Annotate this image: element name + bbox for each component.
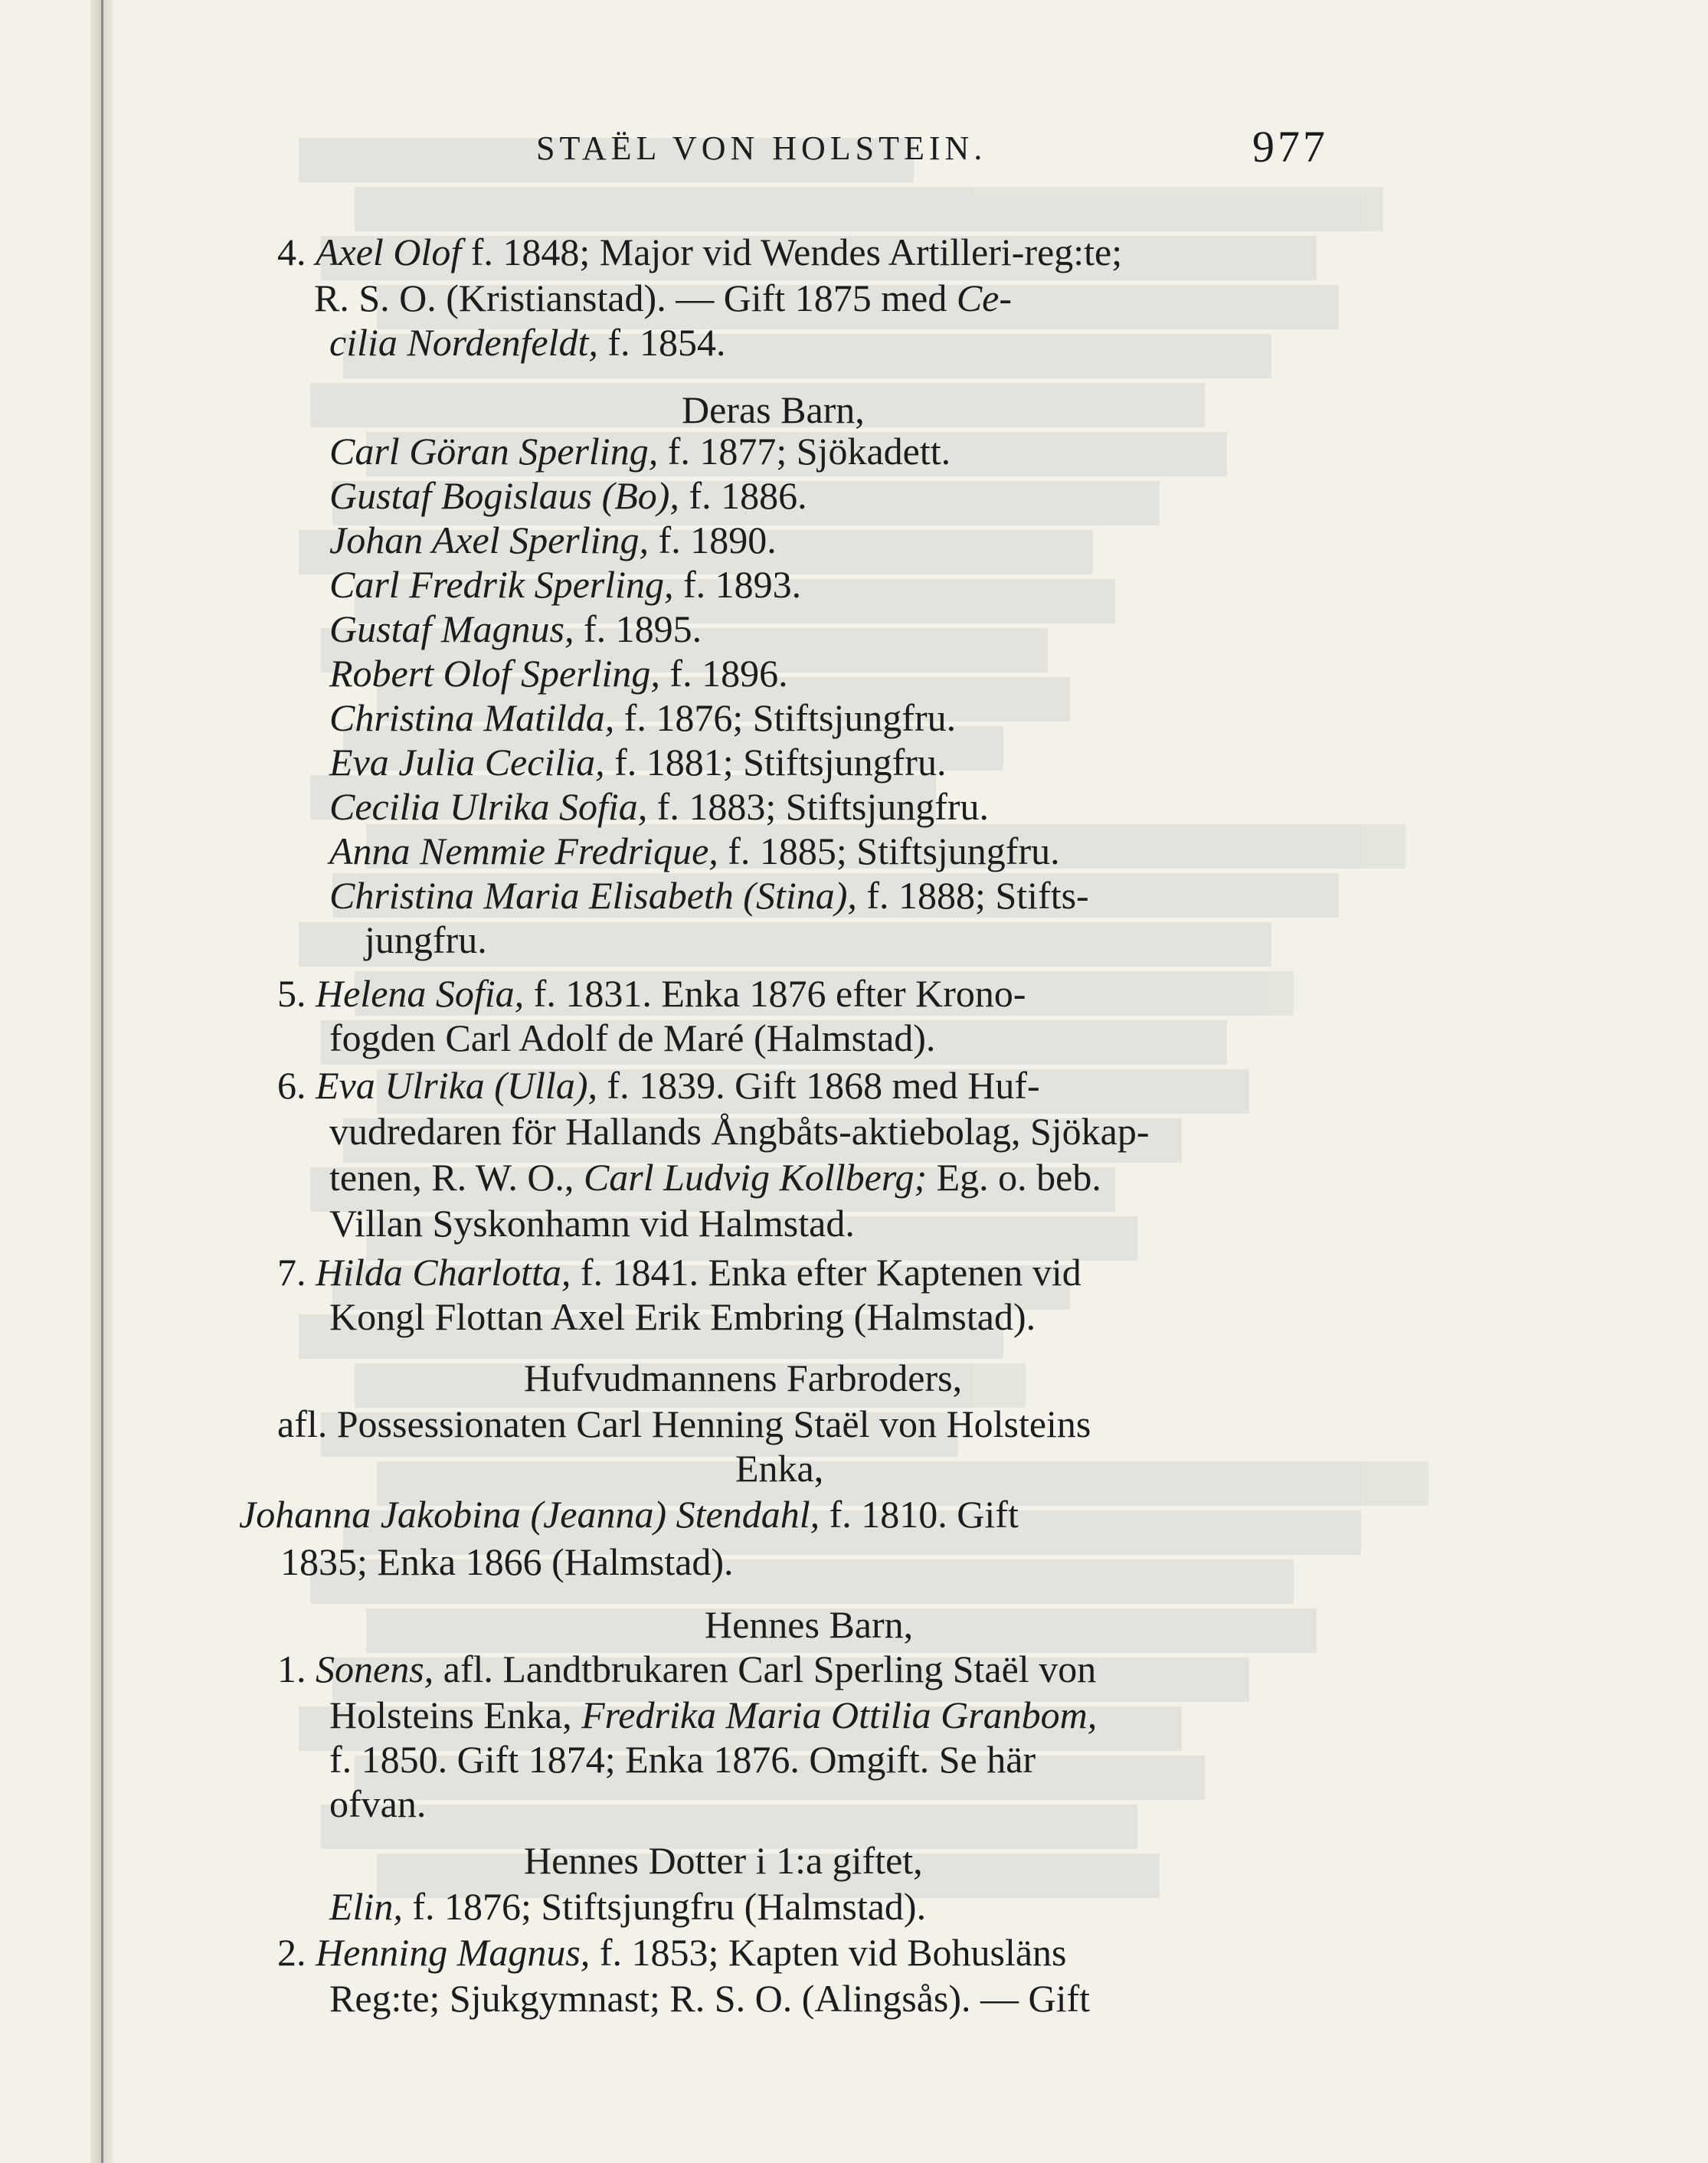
- text-line: [277, 1250, 1081, 1294]
- text-span: f. 1848; Major vid Wendes Artilleri-reg:te;: [461, 231, 1123, 273]
- text-line: [277, 971, 1026, 1016]
- italic-name: Gustaf Magnus,: [329, 607, 574, 650]
- text-line: [329, 1737, 1036, 1782]
- italic-name: Hilda Charlotta,: [316, 1251, 571, 1294]
- text-span: Deras Barn,: [682, 388, 865, 431]
- italic-name: Christina Maria Elisabeth (Stina),: [329, 874, 857, 917]
- text-line: [329, 873, 1089, 918]
- text-span: f. 1895.: [574, 607, 702, 650]
- italic-name: Fredrika Maria Ottilia Granbom,: [581, 1693, 1098, 1736]
- text-line: [329, 1294, 1036, 1339]
- text-span: f. 1810. Gift: [820, 1493, 1019, 1536]
- text-line: [329, 518, 777, 562]
- text-line: [329, 1782, 426, 1826]
- text-line: [329, 562, 801, 607]
- text-span: Reg:te; Sjukgymnast; R. S. O. (Alingsås). — Gift: [329, 1977, 1091, 2020]
- text-span: afl. Possessionaten Carl Henning Staël von Holsteins: [277, 1402, 1091, 1445]
- text-line: [329, 320, 726, 365]
- italic-name: cilia Nordenfeldt,: [329, 321, 598, 364]
- italic-name: Ce-: [956, 277, 1013, 319]
- text-span: jungfru.: [365, 918, 487, 961]
- text-span: f. 1877; Sjökadett.: [658, 430, 951, 473]
- text-span: afl. Landtbrukaren Carl Sperling Staël von: [434, 1648, 1097, 1690]
- text-line: [277, 1647, 1096, 1691]
- text-line: [329, 1693, 1097, 1737]
- text-line: [277, 1930, 1066, 1975]
- text-span: f. 1876; Stiftsjungfru (Halmstad).: [402, 1885, 927, 1928]
- text-line: [329, 429, 951, 473]
- text-span: f. 1888; Stifts-: [856, 874, 1089, 917]
- text-span: Holsteins Enka,: [329, 1693, 582, 1736]
- text-span: vudredaren för Hallands Ångbåts-aktiebolag, Sjökap-: [329, 1110, 1150, 1153]
- page-number: 977: [1252, 122, 1328, 172]
- text-span: f. 1885; Stiftsjungfru.: [718, 830, 1060, 872]
- text-line: [277, 1402, 1091, 1446]
- text-line: [524, 1838, 923, 1883]
- text-span: f. 1839. Gift 1868 med Huf-: [597, 1064, 1040, 1107]
- italic-name: Sonens,: [316, 1648, 434, 1690]
- italic-name: Anna Nemmie Fredrique,: [329, 830, 718, 872]
- text-line: [329, 829, 1060, 873]
- text-span: 1.: [277, 1648, 316, 1690]
- text-span: f. 1850. Gift 1874; Enka 1876. Omgift. Se här: [329, 1738, 1036, 1781]
- running-title: STAËL VON HOLSTEIN.: [536, 129, 987, 167]
- text-span: Enka,: [735, 1447, 824, 1490]
- text-line: [329, 473, 807, 518]
- text-line: [735, 1446, 823, 1491]
- text-span: ofvan.: [329, 1782, 427, 1825]
- text-line: [280, 1540, 734, 1584]
- italic-name: Carl Fredrik Sperling,: [329, 563, 674, 606]
- text-line: [524, 1356, 962, 1400]
- text-span: f. 1841. Enka efter Kaptenen vid: [571, 1251, 1081, 1294]
- text-span: R. S. O. (Kristianstad). — Gift 1875 med: [314, 277, 957, 319]
- text-span: f. 1883; Stiftsjungfru.: [647, 785, 990, 828]
- text-line: [329, 1016, 935, 1060]
- italic-name: Robert Olof Sperling,: [329, 652, 660, 695]
- text-line: [329, 651, 788, 695]
- text-line: [329, 784, 989, 829]
- text-span: tenen, R. W. O.,: [329, 1156, 584, 1199]
- italic-name: Gustaf Bogislaus (Bo),: [329, 474, 679, 517]
- text-span: f. 1881; Stiftsjungfru.: [604, 741, 947, 784]
- text-line: [329, 1109, 1150, 1153]
- text-line: [277, 1063, 1040, 1108]
- text-line: [329, 1976, 1090, 2021]
- text-span: 2.: [277, 1931, 316, 1974]
- text-span: Villan Syskonhamn vid Halmstad.: [329, 1202, 855, 1245]
- italic-name: Carl Ludvig Kollberg;: [583, 1156, 928, 1199]
- text-line: [329, 695, 956, 740]
- text-span: f. 1890.: [649, 519, 777, 561]
- text-span: f. 1854.: [597, 321, 726, 364]
- italic-name: Axel Olof: [316, 231, 462, 273]
- text-line: [329, 740, 946, 784]
- text-span: f. 1831. Enka 1876 efter Krono-: [524, 972, 1026, 1015]
- italic-name: Cecilia Ulrika Sofia,: [329, 785, 648, 828]
- text-line: [329, 1201, 855, 1245]
- text-span: Kongl Flottan Axel Erik Embring (Halmstad).: [329, 1295, 1036, 1338]
- italic-name: Johan Axel Sperling,: [329, 519, 649, 561]
- text-line: [277, 230, 1122, 274]
- text-line: [314, 276, 1012, 320]
- text-span: 4.: [277, 231, 316, 273]
- text-span: f. 1886.: [679, 474, 807, 517]
- italic-name: Carl Göran Sperling,: [329, 430, 659, 473]
- text-line: [239, 1492, 1019, 1536]
- text-line: [329, 1884, 926, 1929]
- text-line: [365, 918, 487, 962]
- italic-name: Henning Magnus,: [316, 1931, 591, 1974]
- italic-name: Eva Ulrika (Ulla),: [316, 1064, 597, 1107]
- text-span: 5.: [277, 972, 316, 1015]
- text-span: f. 1893.: [673, 563, 802, 606]
- italic-name: Elin,: [329, 1885, 403, 1928]
- text-span: f. 1876; Stiftsjungfru.: [614, 696, 957, 739]
- text-span: Hennes Dotter i 1:a giftet,: [524, 1839, 923, 1882]
- text-span: f. 1896.: [659, 652, 788, 695]
- text-line: [705, 1602, 913, 1647]
- text-span: fogden Carl Adolf de Maré (Halmstad).: [329, 1016, 936, 1059]
- italic-name: Eva Julia Cecilia,: [329, 741, 605, 784]
- text-span: Hufvudmannens Farbroders,: [524, 1356, 963, 1399]
- text-line: [329, 607, 702, 651]
- text-line: [682, 388, 865, 432]
- text-line: [329, 1155, 1101, 1199]
- italic-name: Christina Matilda,: [329, 696, 615, 739]
- italic-name: Helena Sofia,: [316, 972, 525, 1015]
- text-span: f. 1853; Kapten vid Bohusläns: [590, 1931, 1067, 1974]
- text-span: 7.: [277, 1251, 316, 1294]
- text-span: Eg. o. beb.: [927, 1156, 1101, 1199]
- text-span: 6.: [277, 1064, 316, 1107]
- text-span: Hennes Barn,: [705, 1603, 914, 1646]
- italic-name: Johanna Jakobina (Jeanna) Stendahl,: [239, 1493, 820, 1536]
- text-span: 1835; Enka 1866 (Halmstad).: [280, 1540, 734, 1583]
